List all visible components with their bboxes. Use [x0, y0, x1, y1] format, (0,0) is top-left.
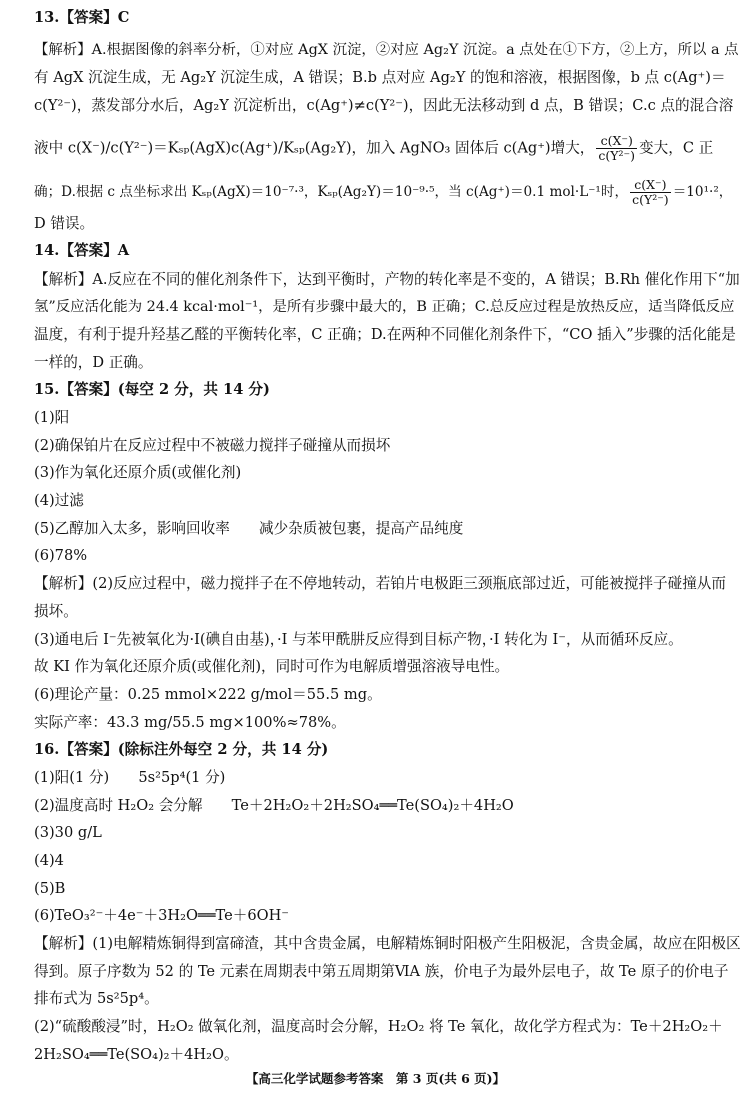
q16-answer-1: (1)阳(1 分) 5s²5p⁴(1 分) [34, 769, 226, 786]
q15-answer-2: (2)确保铂片在反应过程中不被磁力搅拌子碰撞从而损坏 [34, 437, 391, 454]
page-footer: 【高三化学试题参考答案 第 3 页(共 6 页)】 [245, 1071, 506, 1086]
q16-explanation-line-1: 【解析】(1)电解精炼铜得到富碲渣，其中含贵金属，电解精炼铜时阳极产生阳极泥，含贵金属，故应在阳极区 [34, 935, 741, 952]
q15-answer-5: (5)乙醇加入太多，影响回收率 减少杂质被包裹，提高产品纯度 [34, 520, 464, 537]
q15-explanation-line-4: 故 KI 作为氧化还原介质(或催化剂)，同时可作为电解质增强溶液导电性。 [34, 658, 510, 675]
q14-answer-heading: 14.【答案】A [34, 242, 130, 259]
concentration-ratio-fraction [630, 178, 671, 207]
q15-explanation-line-5: (6)理论产量：0.25 mmol×222 g/mol＝55.5 mg。 [34, 686, 382, 703]
q15-answer-1: (1)阳 [34, 409, 70, 426]
fraction-numerator: c(X⁻) [630, 178, 671, 193]
q13-explanation-line-1: 【解析】A.根据图像的斜率分析，①对应 AgX 沉淀，②对应 Ag₂Y 沉淀。a 点处在①下方，②上方，所以 a 点 [34, 42, 739, 58]
q13-answer-heading: 13.【答案】C [34, 9, 130, 26]
q15-answer-4: (4)过滤 [34, 492, 84, 509]
q15-answer-3: (3)作为氧化还原介质(或催化剂) [34, 464, 242, 481]
q16-answer-5: (5)B [34, 880, 66, 897]
q16-answer-6: (6)TeO₃²⁻＋4e⁻＋3H₂O══Te＋6OH⁻ [34, 907, 289, 924]
q16-answer-heading: 16.【答案】(除标注外每空 2 分，共 14 分) [34, 741, 329, 758]
q16-answer-4: (4)4 [34, 852, 64, 869]
q15-explanation-line-6: 实际产率：43.3 mg/55.5 mg×100%≈78%。 [34, 714, 346, 731]
q13-explanation-line-5 [34, 178, 732, 207]
fraction-numerator: c(X⁻) [596, 134, 637, 149]
q14-explanation-line-1: 【解析】A.反应在不同的催化剂条件下，达到平衡时，产物的转化率是不变的，A 错误；B.Rh 催化作用下“加 [34, 271, 740, 288]
fraction-denominator: c(Y²⁻) [632, 192, 669, 207]
q16-explanation-line-5: 2H₂SO₄══Te(SO₄)₂＋4H₂O。 [34, 1046, 239, 1063]
q16-answer-2: (2)温度高时 H₂O₂ 会分解 Te＋2H₂O₂＋2H₂SO₄══Te(SO₄)₂＋4H₂O [34, 797, 514, 814]
fraction-denominator: c(Y²⁻) [598, 148, 636, 163]
q15-explanation-line-1: 【解析】(2)反应过程中，磁力搅拌子在不停地转动，若铂片电极距三颈瓶底部过近，可能被搅拌子碰撞从而 [34, 575, 726, 592]
q15-explanation-line-2: 损坏。 [34, 603, 78, 620]
q13-line-4-text-b: 变大，C 正 [639, 139, 714, 157]
q13-explanation-line-2: 有 AgX 沉淀生成，无 Ag₂Y 沉淀生成，A 错误；B.b 点对应 Ag₂Y 的饱和溶液，根据图像，b 点 c(Ag⁺)＝ [34, 69, 726, 86]
q14-explanation-line-4: 一样的，D 正确。 [34, 354, 153, 371]
q13-explanation-line-3: c(Y²⁻)，蒸发部分水后，Ag₂Y 沉淀析出，c(Ag⁺)≠c(Y²⁻)，因此无法移动到 d 点，B 错误；C.c 点的混合溶 [34, 97, 734, 114]
q15-answer-heading: 15.【答案】(每空 2 分，共 14 分) [34, 381, 270, 398]
q15-answer-6: (6)78% [34, 547, 88, 564]
q16-explanation-line-3: 排布式为 5s²5p⁴。 [34, 990, 159, 1007]
q13-line-5-text-b: ＝10¹·²， [672, 184, 733, 200]
q14-explanation-line-2: 氢”反应活化能为 24.4 kcal·mol⁻¹，是所有步骤中最大的，B 正确；C.总反应过程是放热反应，适当降低反应 [34, 299, 735, 315]
q13-line-5-text-a: 确；D.根据 c 点坐标求出 Kₛₚ(AgX)＝10⁻⁷·³，Kₛₚ(Ag₂Y)＝10⁻⁹·⁵，当 c(Ag⁺)＝0.1 mol·L⁻¹时， [34, 184, 629, 200]
q16-explanation-line-2: 得到。原子序数为 52 的 Te 元素在周期表中第五周期第ⅥA 族，价电子为最外层电子，故 Te 原子的价电子 [34, 963, 729, 980]
q13-explanation-line-6: D 错误。 [34, 215, 95, 232]
q15-explanation-line-3: (3)通电后 I⁻先被氧化为·I(碘自由基)，·I 与苯甲酰肼反应得到目标产物，·I 转化为 I⁻，从而循环反应。 [34, 631, 683, 648]
q16-answer-3: (3)30 g/L [34, 824, 102, 841]
q13-line-4-text-a: 液中 c(X⁻)/c(Y²⁻)＝Kₛₚ(AgX)c(Ag⁺)/Kₛₚ(Ag₂Y)，加入 AgNO₃ 固体后 c(Ag⁺)增大， [34, 139, 595, 157]
q14-explanation-line-3: 温度，有利于提升羟基乙醛的平衡转化率，C 正确；D.在两种不同催化剂条件下，“CO 插入”步骤的活化能是 [34, 326, 736, 343]
q13-explanation-line-4 [34, 134, 713, 163]
q16-explanation-line-4: (2)“硫酸酸浸”时，H₂O₂ 做氧化剂，温度高时会分解，H₂O₂ 将 Te 氧化，故化学方程式为：Te＋2H₂O₂＋ [34, 1018, 723, 1035]
concentration-ratio-fraction [596, 134, 637, 163]
